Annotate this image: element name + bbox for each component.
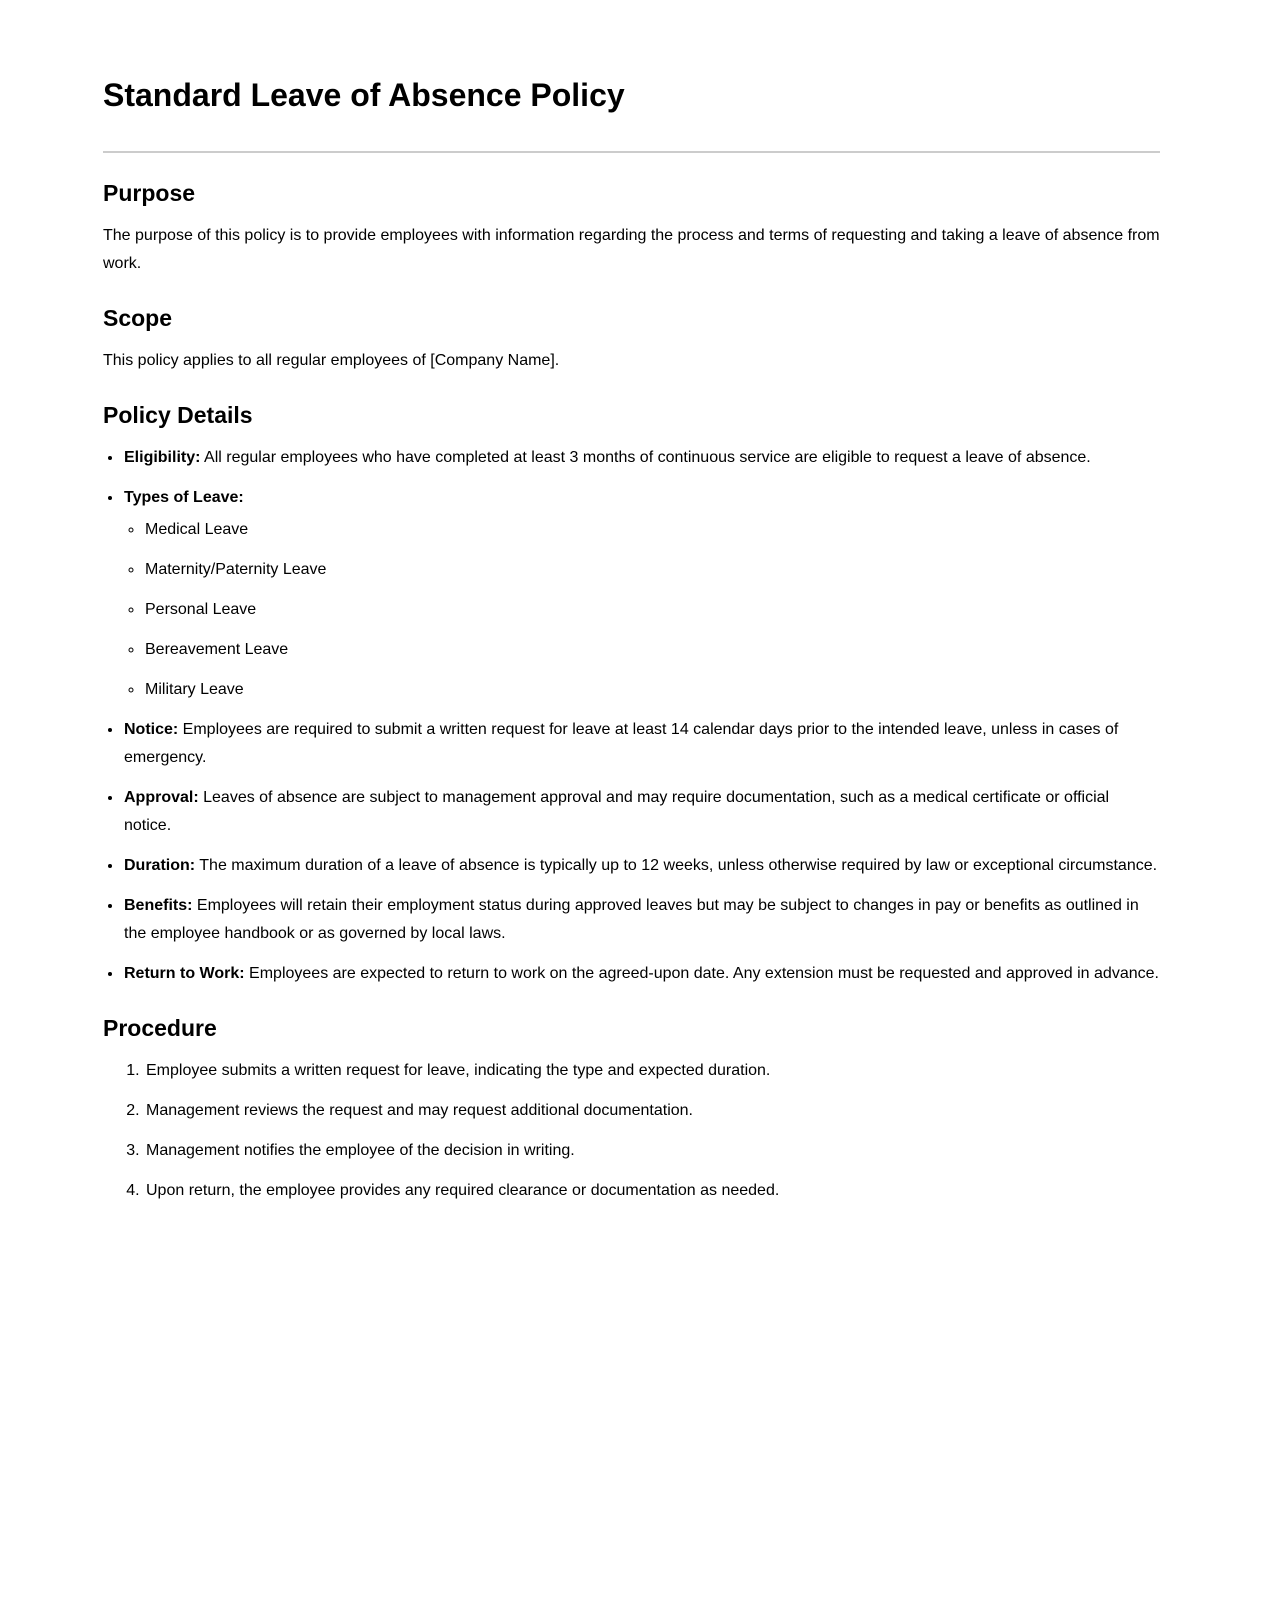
leave-type-text: Medical Leave (145, 521, 249, 538)
policy-item-label: Eligibility: (124, 449, 201, 466)
procedure-step (144, 1137, 1160, 1165)
types-of-leave-list (124, 516, 1160, 704)
policy-item-text: Employees are expected to return to work on the agreed-upon date. Any extension must be requested and approved in advance. (244, 965, 1159, 982)
procedure-step (144, 1177, 1160, 1205)
policy-item-eligibility (123, 444, 1160, 472)
leave-type-item (144, 596, 1160, 624)
policy-item-text: Employees will retain their employment status during approved leaves but may be subject to changes in pay or benefits as outlined in the employee handbook or as governed by local laws. (124, 897, 1139, 942)
scope-paragraph: This policy applies to all regular employees of [Company Name]. (103, 352, 560, 369)
policy-item-label: Approval: (124, 789, 199, 806)
policy-item-text: All regular employees who have completed at least 3 months of continuous service are eligible to request a leave of absence. (200, 449, 1091, 466)
procedure-step-text: Management reviews the request and may request additional documentation. (146, 1102, 693, 1119)
section-heading-purpose: Purpose (103, 180, 196, 206)
procedure-step (144, 1057, 1160, 1085)
policy-item-duration (123, 852, 1160, 880)
section-heading-policy-details: Policy Details (103, 402, 253, 428)
policy-item-text: The maximum duration of a leave of absence is typically up to 12 weeks, unless otherwise required by law or exceptional circumstance. (195, 857, 1158, 874)
policy-item-label: Types of Leave: (124, 489, 244, 506)
leave-type-item (144, 556, 1160, 584)
leave-type-item (144, 676, 1160, 704)
policy-item-label: Notice: (124, 721, 179, 738)
policy-details-list (103, 444, 1160, 988)
section-divider (103, 151, 1160, 153)
leave-type-text: Military Leave (145, 681, 244, 698)
document-title: Standard Leave of Absence Policy (103, 77, 625, 113)
leave-type-text: Maternity/Paternity Leave (145, 561, 327, 578)
policy-item-text: Leaves of absence are subject to management approval and may require documentation, such as a medical certificate or official notice. (124, 789, 1110, 834)
procedure-step (144, 1097, 1160, 1125)
policy-item-text: Employees are required to submit a written request for leave at least 14 calendar days prior to the intended leave, unless in cases of emergency. (124, 721, 1119, 766)
procedure-list (103, 1057, 1160, 1205)
policy-item-notice (123, 716, 1160, 772)
policy-item-benefits (123, 892, 1160, 948)
policy-item-label: Duration: (124, 857, 196, 874)
leave-type-text: Personal Leave (145, 601, 257, 618)
policy-item-types-of-leave (123, 484, 1160, 704)
leave-type-text: Bereavement Leave (145, 641, 289, 658)
policy-item-label: Return to Work: (124, 965, 245, 982)
procedure-step-text: Employee submits a written request for leave, indicating the type and expected duration. (146, 1062, 771, 1079)
policy-item-label: Benefits: (124, 897, 193, 914)
document-page (103, 0, 1160, 1557)
procedure-step-text: Upon return, the employee provides any required clearance or documentation as needed. (146, 1182, 780, 1199)
leave-type-item (144, 516, 1160, 544)
leave-type-item (144, 636, 1160, 664)
policy-item-approval (123, 784, 1160, 840)
procedure-step-text: Management notifies the employee of the decision in writing. (146, 1142, 575, 1159)
policy-item-return-to-work (123, 960, 1160, 988)
section-heading-procedure: Procedure (103, 1015, 217, 1041)
section-heading-scope: Scope (103, 305, 173, 331)
purpose-paragraph: The purpose of this policy is to provide employees with information regarding the process and terms of requesting and taking a leave of absence from work. (103, 227, 1160, 272)
